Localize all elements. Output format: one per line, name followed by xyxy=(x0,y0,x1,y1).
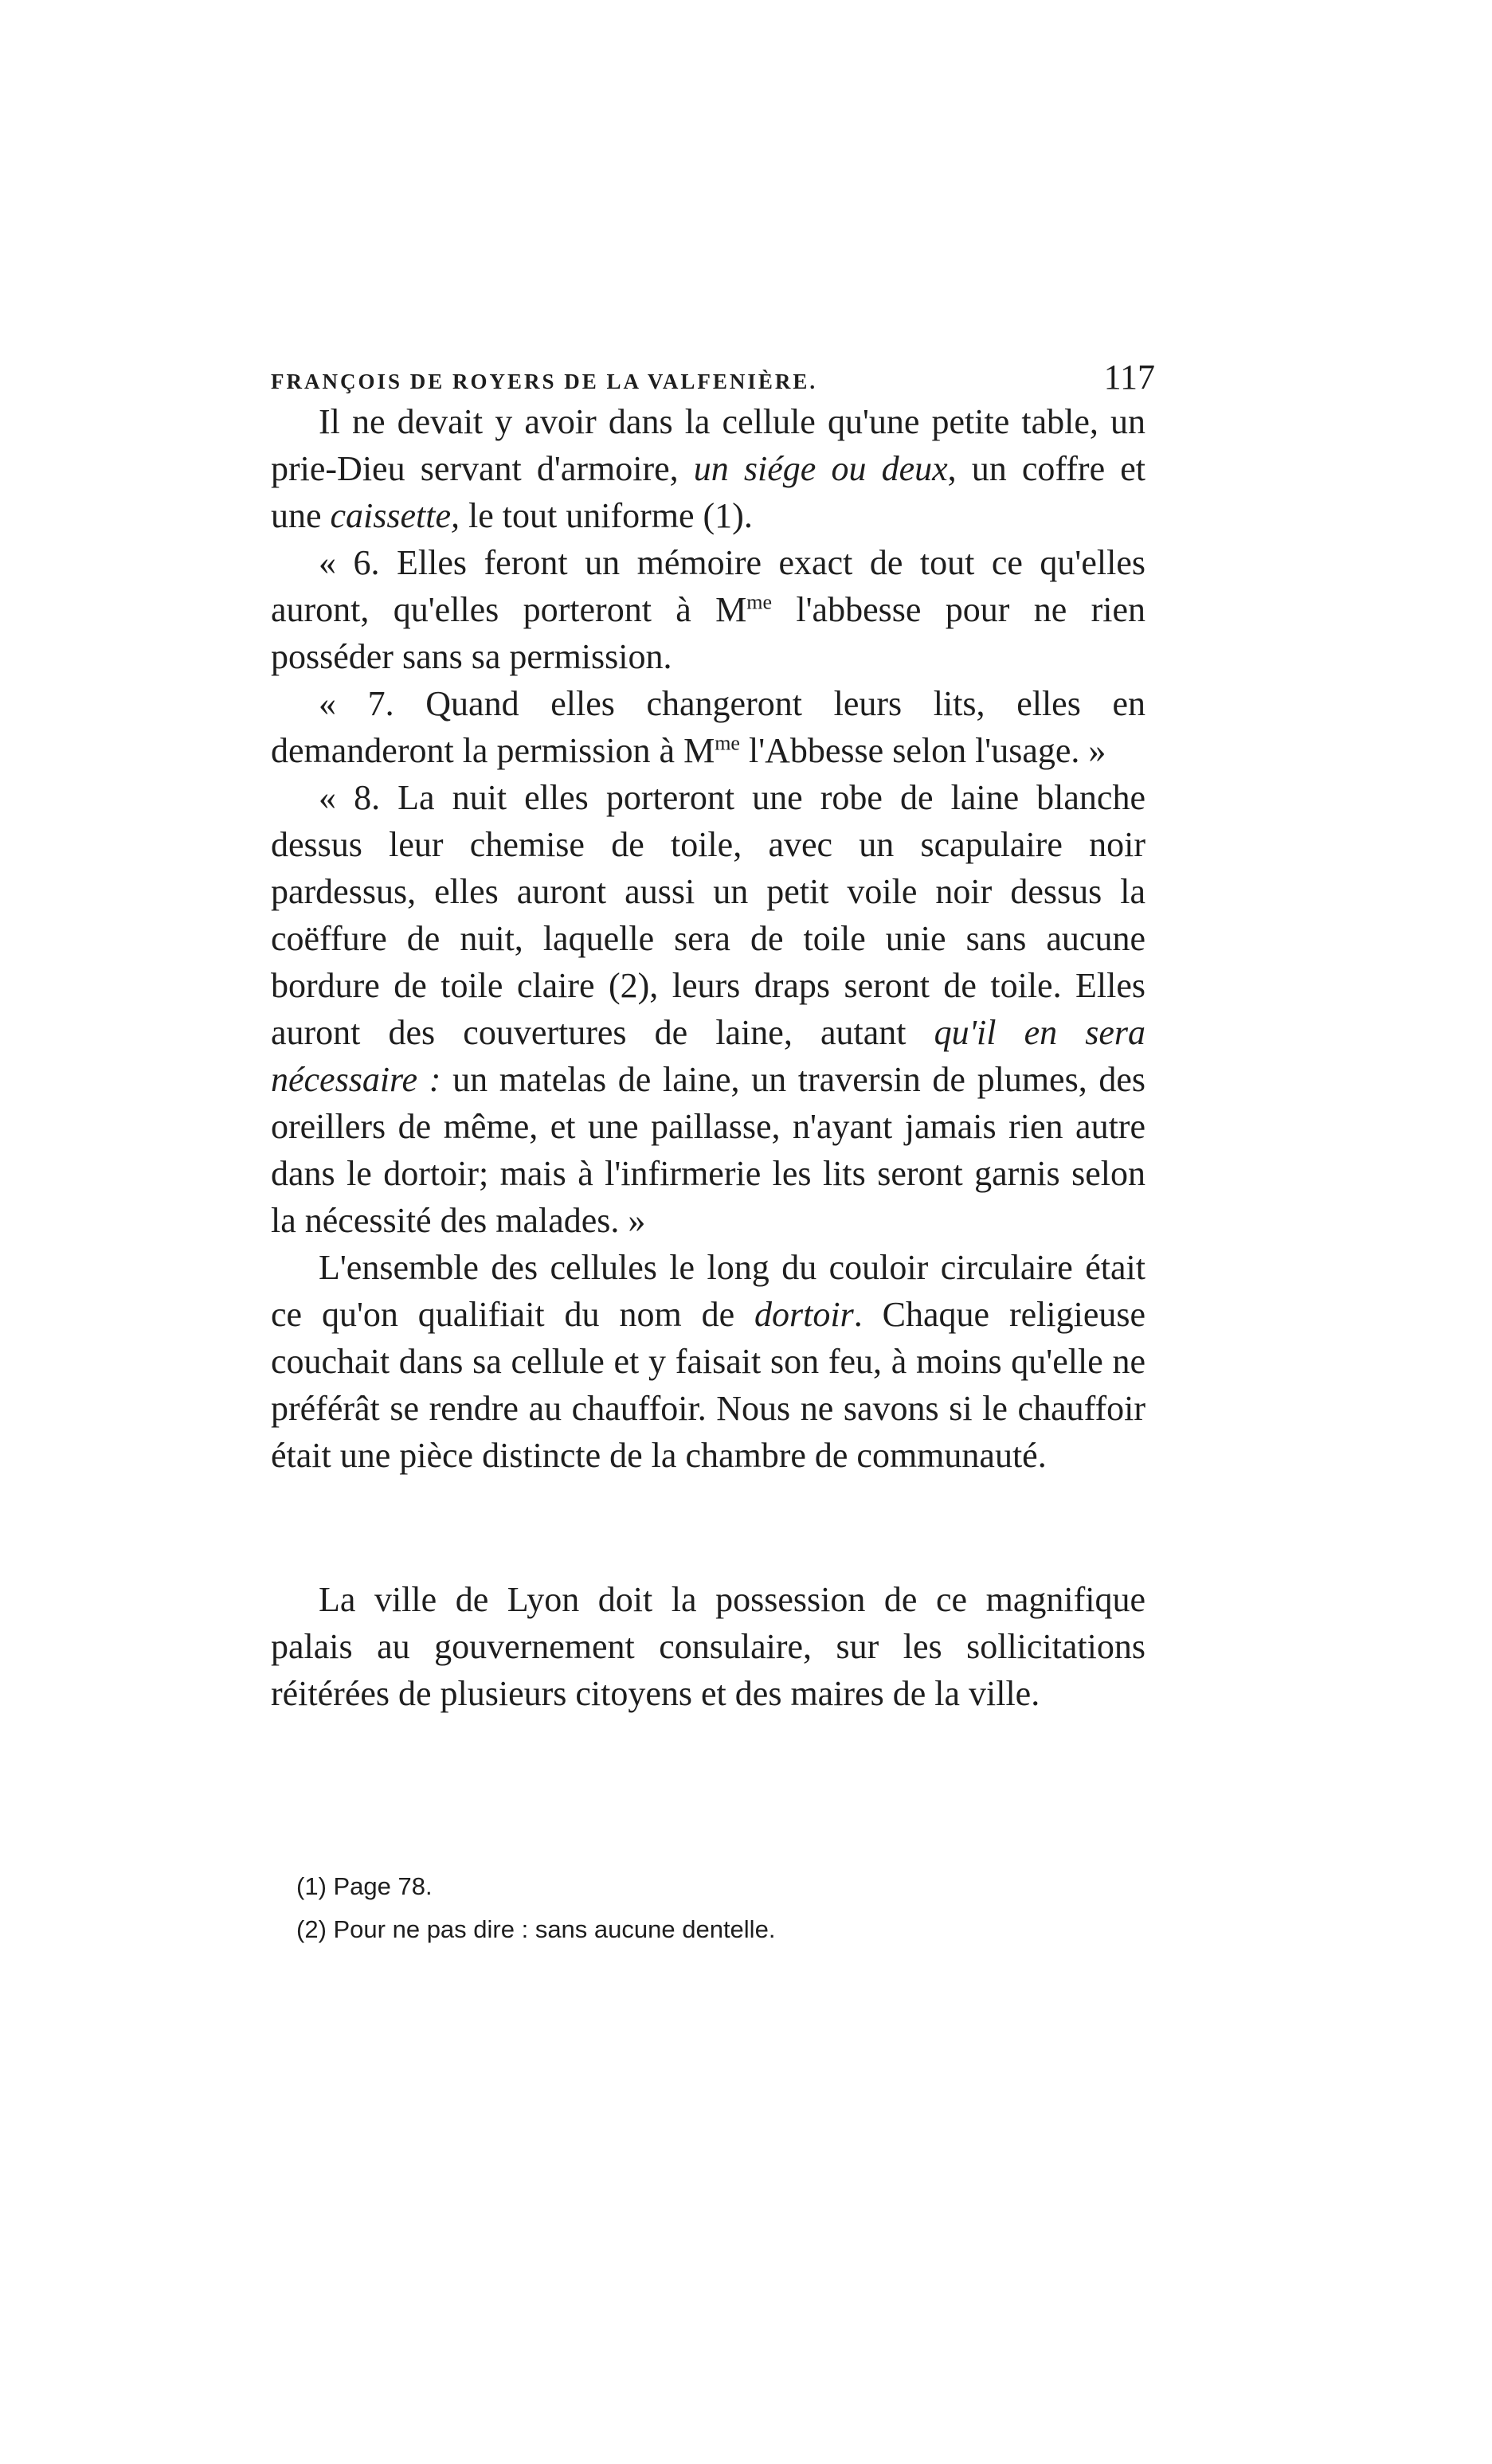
paragraph-rule-7: « 7. Quand elles changeront leurs lits, elles en demanderont la permission à $M^{me}$ l'Abbesse selon l'usage. » xyxy=(271,684,1145,770)
footnote-1: (1) Page 78. xyxy=(296,1872,433,1900)
running-title: FRANÇOIS DE ROYERS DE LA VALFENIÈRE. xyxy=(271,370,818,393)
paragraph-dortoir: L'ensemble des cellules le long du couloir circulaire était ce qu'on qualifiait du nom de dortoir. Chaque religieuse couchait dans sa cellule et y faisait son feu, à moins qu'elle ne préférât se rendre au chauffoir. Nous ne savons si le chauffoir était une pièce distincte de la chambre de communauté. xyxy=(271,1248,1145,1475)
paragraph-lyon: La ville de Lyon doit la possession de ce magnifique palais au gouvernement consulaire, sur les sollicitations réitérées de plusieurs citoyens et des maires de la ville. xyxy=(271,1580,1145,1713)
page-number: 117 xyxy=(1103,358,1155,397)
footnotes xyxy=(296,1865,1141,1951)
footnote-2: (2) Pour ne pas dire : sans aucune dentelle. xyxy=(296,1915,776,1943)
body-text xyxy=(271,398,1145,1717)
paragraph-cell-furniture: Il ne devait y avoir dans la cellule qu'une petite table, un prie-Dieu servant d'armoire, un siége ou deux, un coffre et une caissette, le tout uniforme (1). xyxy=(271,402,1146,535)
paragraph-rule-8: « 8. La nuit elles porteront une robe de laine blanche dessus leur chemise de toile, avec un scapulaire noir pardessus, elles auront aussi un petit voile noir dessus la coëffure de nuit, laquelle sera de toile unie sans aucune bordure de toile claire (2), leurs draps seront de toile. Elles auront des couvertures de laine, autant qu'il en sera nécessaire : un matelas de laine, un traversin de plumes, des oreillers de même, et une paillasse, n'ayant jamais rien autre dans le dortoir; mais à l'infirmerie les lits seront garnis selon la nécessité des malades. » xyxy=(271,778,1146,1240)
page-header xyxy=(271,357,1155,397)
paragraph-rule-6: « 6. Elles feront un mémoire exact de tout ce qu'elles auront, qu'elles porteront à $M^{me}$ l'abbesse pour ne rien posséder sans sa permission. xyxy=(271,543,1145,676)
section-gap xyxy=(271,1479,1145,1576)
